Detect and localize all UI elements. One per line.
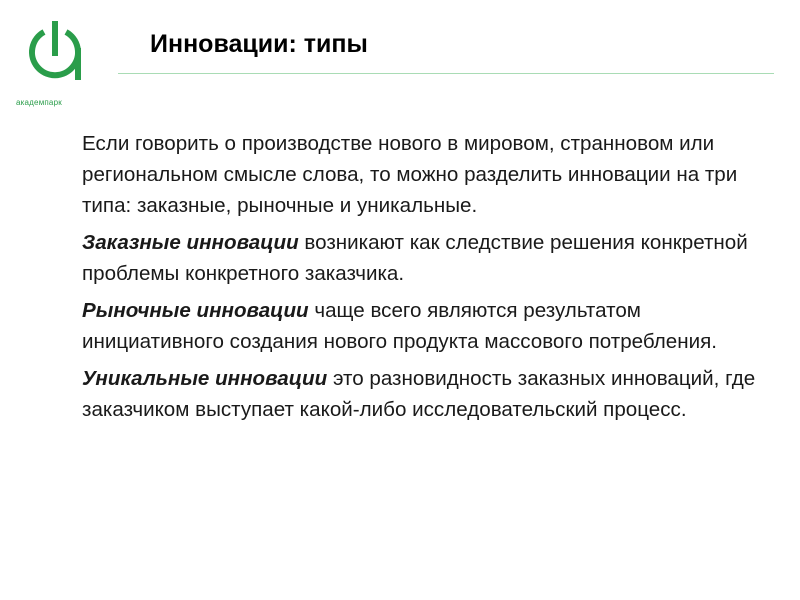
slide-body [82,128,772,431]
unique-innovations-paragraph [82,363,772,425]
slide-title: Инновации: типы [150,30,368,58]
market-innovations-paragraph [82,295,772,357]
custom-innovations-paragraph [82,227,772,289]
market-innovations-term: Рыночные инновации [82,299,309,322]
unique-innovations-term: Уникальные инновации [82,367,328,390]
logo-text: академпарк [16,98,62,107]
custom-innovations-text: возникают как следствие решения конкретной проблемы конкретного заказчика. [82,231,748,285]
custom-innovations-term: Заказные инновации [82,231,299,254]
unique-innovations-text: это разновидность заказных инноваций, где заказчиком выступает какой-либо исследовательский процесс. [82,367,756,421]
title-divider [118,73,774,74]
intro-paragraph: Если говорить о производстве нового в мировом, странновом или региональном смысле слова, то можно разделить инновации на три типа: заказные, рыночные и уникальные. [82,132,738,217]
power-a-logo-icon [22,18,88,90]
market-innovations-text: чаще всего являются результатом инициативного создания нового продукта массового потребления. [82,299,717,353]
company-logo [16,18,116,118]
